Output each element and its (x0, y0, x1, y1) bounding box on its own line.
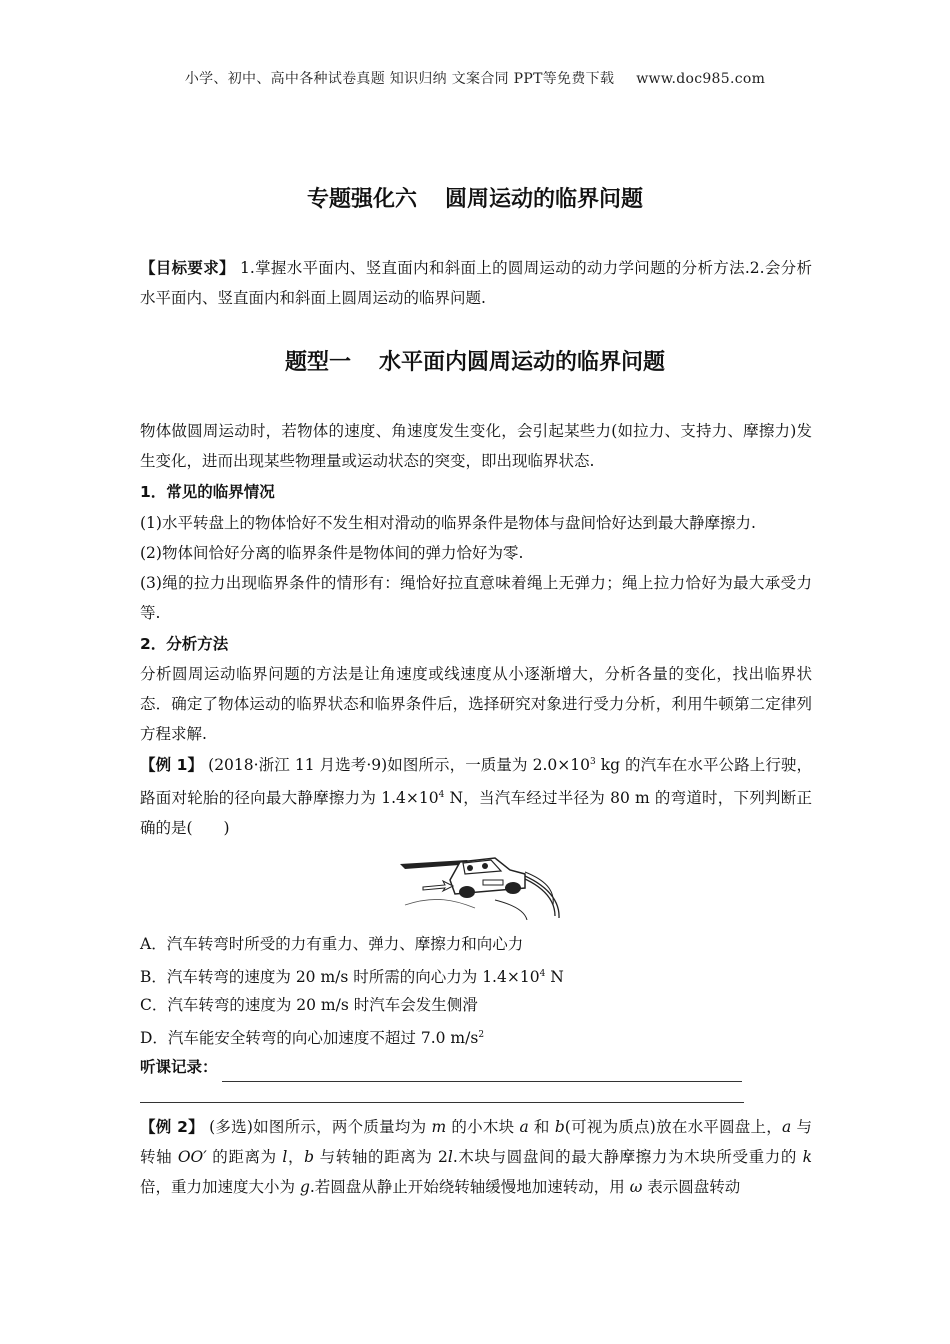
option-d-exp: 2 (478, 1030, 485, 1040)
var-l: l (447, 1148, 453, 1166)
page-title (0, 182, 950, 213)
example1-source: (2018·浙江 11 月选考·9) (208, 756, 388, 774)
example1-text2: kg 的汽车在水平公路上行驶，路面对轮胎的径向最大静摩擦力为 1.4×10 (140, 756, 812, 807)
item1-heading: 1．常见的临界情况 (140, 483, 275, 501)
example1-text1: 如图所示，一质量为 2.0×10 (387, 756, 590, 774)
option-b-text: B．汽车转弯的速度为 20 m/s 时所需的向心力为 1.4×10 (140, 968, 540, 986)
option-b-unit: N (545, 968, 564, 986)
section-heading (0, 345, 950, 376)
var-g: g (299, 1178, 310, 1196)
notes-line (140, 1052, 812, 1082)
intro-paragraph: 物体做圆周运动时，若物体的速度、角速度发生变化，会引起某些力(如拉力、支持力、摩擦力)发生变化，进而出现某些物理量或运动状态的突变，即出现临界状态. (140, 422, 812, 470)
item1-c: (3)绳的拉力出现临界条件的情形有：绳恰好拉直意味着绳上无弹力；绳上拉力恰好为最大承受力等. (140, 574, 812, 622)
item2-heading: 2．分析方法 (140, 635, 229, 653)
var-axis: OO′ (177, 1148, 207, 1166)
example2-text: 的小木块 (446, 1118, 520, 1136)
example1-label: 【例 1】 (140, 756, 204, 774)
example2-tag: (多选) (209, 1118, 253, 1136)
example2-text: ， (287, 1148, 305, 1166)
example2-text: .木块与圆盘间的最大静摩擦力为木块所受重力 (452, 1148, 781, 1166)
example2-text: 转轴 (140, 1148, 178, 1166)
option-d (140, 1020, 812, 1053)
option-b (140, 959, 812, 992)
title-part2: 圆周运动的临界问题 (445, 187, 644, 212)
goal-text: 1.掌握水平面内、竖直面内和斜面上的圆周运动的动力学问题的分析方法.2.会分析水平面内、竖直面内和斜面上圆周运动的临界问题. (140, 259, 812, 307)
item2-text: 分析圆周运动临界问题的方法是让角速度或线速度从小逐渐增大，分析各量的变化，找出临界状态．确定了物体运动的临界状态和临界条件后，选择研究对象进行受力分析，利用牛顿第二定律列方程求解. (140, 665, 812, 743)
notes-blank[interactable] (222, 1063, 742, 1082)
option-a: A．汽车转弯时所受的力有重力、弹力、摩擦力和向心力 (140, 935, 524, 953)
example2-text: (可视为质点)放在水平圆盘上， (564, 1118, 783, 1136)
notes-rule-2[interactable] (140, 1102, 744, 1103)
header-url[interactable]: www.doc985.com (636, 71, 766, 87)
example2-text: .若圆盘从静止开始绕转轴缓慢地加速转动，用 (309, 1178, 630, 1196)
notes-label: 听课记录： (140, 1058, 218, 1076)
item1-a: (1)水平转盘上的物体恰好不发生相对滑动的临界条件是物体与盘间恰好达到最大静摩擦力. (140, 514, 756, 532)
example2-text: 倍，重力加速度大小为 (140, 1178, 300, 1196)
example2-text: 的 (780, 1148, 803, 1166)
example2-text: 的距离为 (206, 1148, 283, 1166)
var-k: k (802, 1148, 812, 1166)
section-part1: 题型一 (284, 350, 351, 375)
example1-stem (140, 747, 812, 843)
example2-text: 和 (528, 1118, 555, 1136)
option-c: C．汽车转弯的速度为 20 m/s 时汽车会发生侧滑 (140, 996, 478, 1014)
example1-exp1: 3 (589, 757, 596, 767)
item1-b: (2)物体间恰好分离的临界条件是物体间的弹力恰好为零. (140, 544, 524, 562)
example1-exp2: 4 (438, 790, 445, 800)
example2-stem (140, 1112, 812, 1202)
car-turning-figure (395, 850, 560, 920)
header-text: 小学、初中、高中各种试卷真题 知识归纳 文案合同 PPT等免费下载 (184, 71, 615, 87)
example2-text: 与 (791, 1118, 812, 1136)
var-m: m (431, 1118, 447, 1136)
learning-goals (140, 253, 812, 313)
var-b: b (554, 1118, 565, 1136)
var-a: a (519, 1118, 529, 1136)
goal-label: 【目标要求】 (140, 259, 235, 277)
option-b-exp: 4 (539, 969, 546, 979)
example2-text: 与转轴的距离为 2 (314, 1148, 448, 1166)
var-a: a (782, 1118, 792, 1136)
page-header (0, 68, 950, 88)
example2-text: 如图所示，两个质量均为 (252, 1118, 432, 1136)
section-part2: 水平面内圆周运动的临界问题 (379, 350, 666, 375)
example2-text: 表示圆盘转动 (642, 1178, 741, 1196)
var-b: b (304, 1148, 315, 1166)
example2-label: 【例 2】 (140, 1118, 204, 1136)
example1-text3: N，当汽车经过半径为 80 m 的弯道时，下列判断正确的是( ) (140, 789, 812, 837)
var-l: l (282, 1148, 288, 1166)
var-omega: ω (629, 1178, 643, 1196)
title-part1: 专题强化六 (306, 187, 417, 212)
option-d-text: D．汽车能安全转弯的向心加速度不超过 7.0 m/s (140, 1029, 479, 1047)
